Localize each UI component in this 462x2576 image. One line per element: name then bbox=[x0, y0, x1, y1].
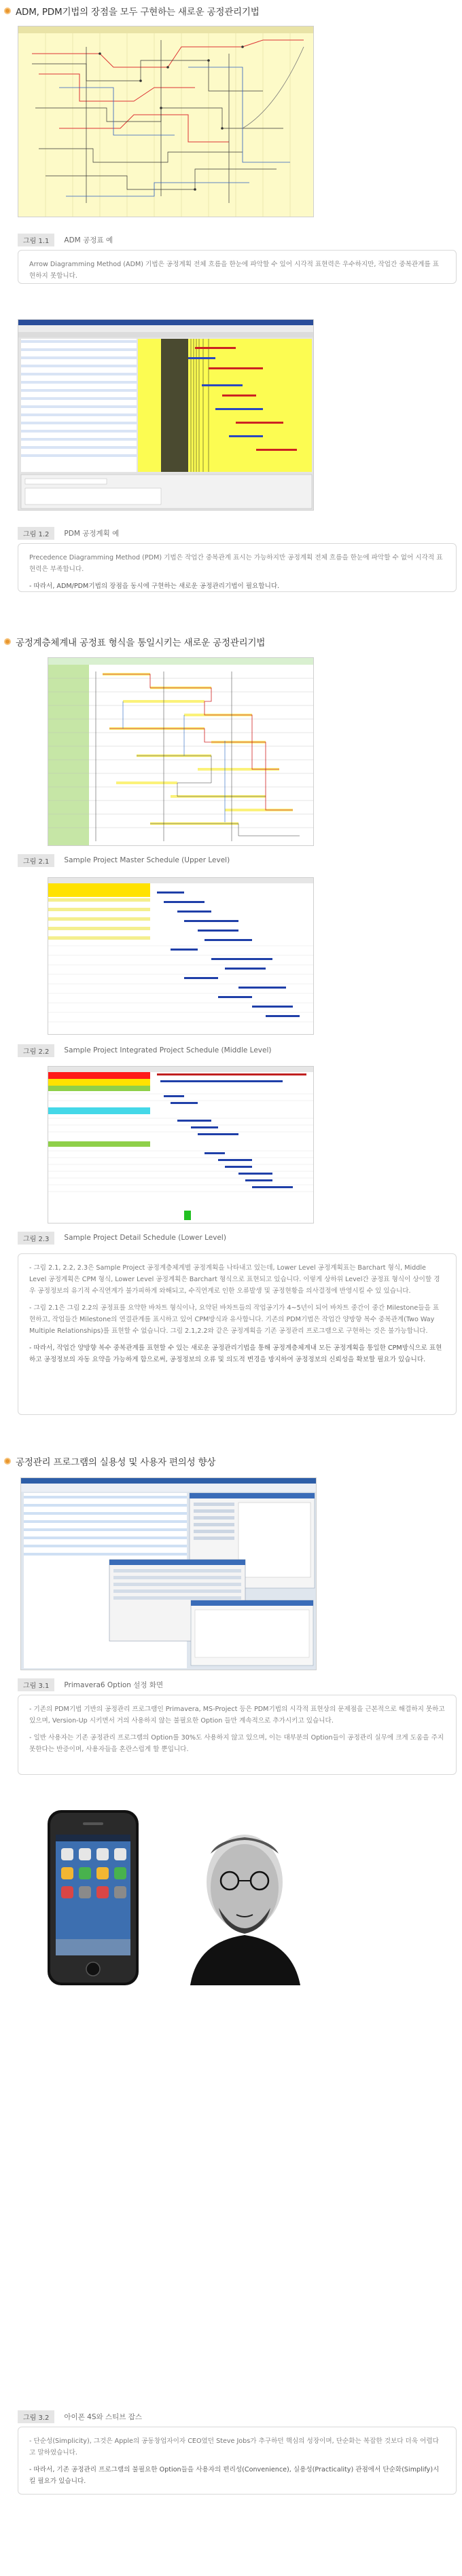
section2-title: 공정계층체계내 공정표 형식을 통일시키는 새로운 공정관리기법 bbox=[16, 638, 266, 648]
iphone-jobs-photo bbox=[20, 1806, 317, 1989]
figure-caption-text: Sample Project Master Schedule (Upper Level) bbox=[64, 856, 230, 864]
figure-caption-text: PDM 공정계획 예 bbox=[64, 529, 120, 538]
pdm-conclusion: - 따라서, ADM/PDM기법의 장점을 동시에 구현하는 새로운 공정관리기법이 필요합니다. bbox=[29, 583, 280, 590]
adm-description: Arrow Diagramming Method (ADM) 기법은 공정계획 전체 흐름을 한눈에 파악할 수 있어 시각적 표현력은 우수하지만, 작업간 중복관계를 표현하지 못합니다. bbox=[29, 261, 439, 280]
bullet-icon bbox=[4, 638, 11, 645]
figure-caption-text: Sample Project Detail Schedule (Lower Level) bbox=[64, 1234, 226, 1242]
integrated-schedule-chart bbox=[48, 878, 314, 1035]
pdm-schedule-window bbox=[18, 319, 314, 511]
figure-tag: 그림 1.1 bbox=[18, 234, 54, 246]
figure-3-2-caption bbox=[18, 2410, 142, 2423]
pdm-description: Precedence Diagramming Method (PDM) 기법은 작업간 중복관계 표시는 가능하지만 공정계획 전체 흐름을 한눈에 파악할 수 없어 시각적 표현력은 부족합니다. bbox=[29, 554, 443, 573]
adm-network-diagram bbox=[18, 26, 314, 217]
figure-caption-text: 아이폰 4S와 스티브 잡스 bbox=[64, 2412, 143, 2421]
figure-tag: 그림 2.2 bbox=[18, 1044, 54, 1057]
figure-tag: 그림 2.1 bbox=[18, 854, 54, 867]
hierarchy-description-2: - 그림 2.1은 그림 2.2의 공정표를 요약한 바차트 형식이나, 요약된 바차트들의 작업공기가 4~5년이 되어 바차트 중간이 중간 Milestone들을 표현하고, 작업들간 Milestone의 연결관계를 표시하고 있어 CPM방식과 유사합니다. 기존의 PDM기법은 작업간 양방향 복수 중복관계(Two Way Multiple Relationships)를 표현할 수 없습니다. 그림 2.1,2.2와 같은 공정계획을 기존 공정관리 프로그램으로 구현하는 것은 불가능합니다. bbox=[29, 1304, 440, 1335]
figure-1-1-caption bbox=[18, 234, 113, 246]
iphone-jobs-image bbox=[20, 1806, 317, 1989]
figure-tag: 그림 2.3 bbox=[18, 1232, 54, 1245]
detail-schedule-chart bbox=[48, 1067, 314, 1223]
bullet-icon bbox=[4, 1458, 11, 1465]
section3-header bbox=[4, 1454, 215, 1468]
figure-caption-text: ADM 공정표 예 bbox=[64, 236, 113, 244]
section3-title: 공정관리 프로그램의 실용성 및 사용자 편의성 향상 bbox=[16, 1457, 216, 1468]
simplicity-description-1: - 단순성(Simplicity), 그것은 Apple의 공동창업자이자 CEO였던 Steve Jobs가 추구하던 핵심의 성장이며, 단순화는 복잡한 것보다 더욱 어렵다고 말하였습니다. bbox=[29, 2437, 439, 2457]
detail-schedule-image bbox=[48, 1066, 314, 1223]
primavera-description-2: - 일반 사용자는 기존 공정관리 프로그램의 Option를 30%도 사용하지 않고 있으며, 이는 대부분의 Option들이 공정관리 실무에 크게 도움을 주지 못한다는 반증이며, 사용자들을 혼란스럽게 할 뿐입니다. bbox=[29, 1734, 444, 1753]
simplicity-conclusion: - 따라서, 기존 공정관리 프로그램의 불필요한 Option들을 사용자의 편리성(Convenience), 실용성(Practicality) 관점에서 단순화(Simplify)시킬 필요가 있습니다. bbox=[29, 2466, 440, 2485]
section1-title: ADM, PDM기법의 장점을 모두 구현하는 새로운 공정관리기법 bbox=[16, 7, 260, 18]
figure-2-3-caption bbox=[18, 1232, 226, 1244]
section2-header bbox=[4, 635, 265, 648]
simplicity-description-box bbox=[18, 2427, 457, 2495]
figure-1-2-caption bbox=[18, 527, 119, 539]
figure-tag: 그림 1.2 bbox=[18, 527, 54, 540]
figure-tag: 그림 3.1 bbox=[18, 1678, 54, 1691]
primavera-description-box bbox=[18, 1695, 457, 1775]
hierarchy-description-1: - 그림 2.1, 2.2, 2.3은 Sample Project 공정계층체계별 공정계획을 나타내고 있는데, Lower Level 공정계획표는 Barchart 형식, Middle Level 공정계획은 CPM 형식, Lower Level 공정계획은 Barchart 형식으로 표현되고 있습니다. 이렇게 상하위 Level간 공정표 형식이 상이할 경우 공정정보의 유기적 수직연계가 불가피하게 와해되고, 수직연계로 인한 오류발생 및 공정현황을 의사결정에 반영시킬 수 있 있습니다. bbox=[29, 1264, 440, 1295]
figure-tag: 그림 3.2 bbox=[18, 2410, 54, 2423]
master-schedule-chart bbox=[48, 658, 314, 846]
hierarchy-conclusion: - 따라서, 작업간 양방향 복수 중복관계를 표현할 수 있는 새로운 공정관리기법을 통해 공정계층체계내 모든 공정계획을 통일한 CPM방식으로 표현하고 공정정보의 자동 요약을 가능하게 함으로써, 공정정보의 오류 및 의도적 변경을 방지하여 공정정보의 신뢰성을 확보할 필요가 있습니다. bbox=[29, 1344, 442, 1363]
primavera-option-window bbox=[20, 1477, 317, 1670]
adm-schedule-image bbox=[18, 26, 314, 217]
primavera-screenshot bbox=[21, 1478, 317, 1670]
figure-caption-text: Sample Project Integrated Project Schedule (Middle Level) bbox=[64, 1046, 272, 1054]
section1-header bbox=[4, 4, 260, 18]
pdm-program-screenshot bbox=[18, 320, 314, 511]
figure-caption-text: Primavera6 Option 설정 화면 bbox=[64, 1680, 164, 1689]
bullet-icon bbox=[4, 7, 11, 14]
integrated-schedule-image bbox=[48, 877, 314, 1035]
adm-description-box bbox=[18, 250, 457, 284]
figure-2-1-caption bbox=[18, 854, 230, 866]
figure-2-2-caption bbox=[18, 1044, 271, 1056]
hierarchy-description-box bbox=[18, 1253, 457, 1415]
primavera-description-1: - 기존의 PDM기법 기반의 공정관리 프로그램인 Primavera, MS-Project 등은 PDM기법의 시각적 표현상의 문제점을 근본적으로 해결하지 못하고 있으며, Version-Up 시키면서 거의 사용하지 않는 불필요한 Option 들만 계속적으로 추가시키고 있습니다. bbox=[29, 1706, 445, 1725]
pdm-description-box bbox=[18, 543, 457, 592]
figure-3-1-caption bbox=[18, 1678, 163, 1691]
master-schedule-image bbox=[48, 657, 314, 846]
